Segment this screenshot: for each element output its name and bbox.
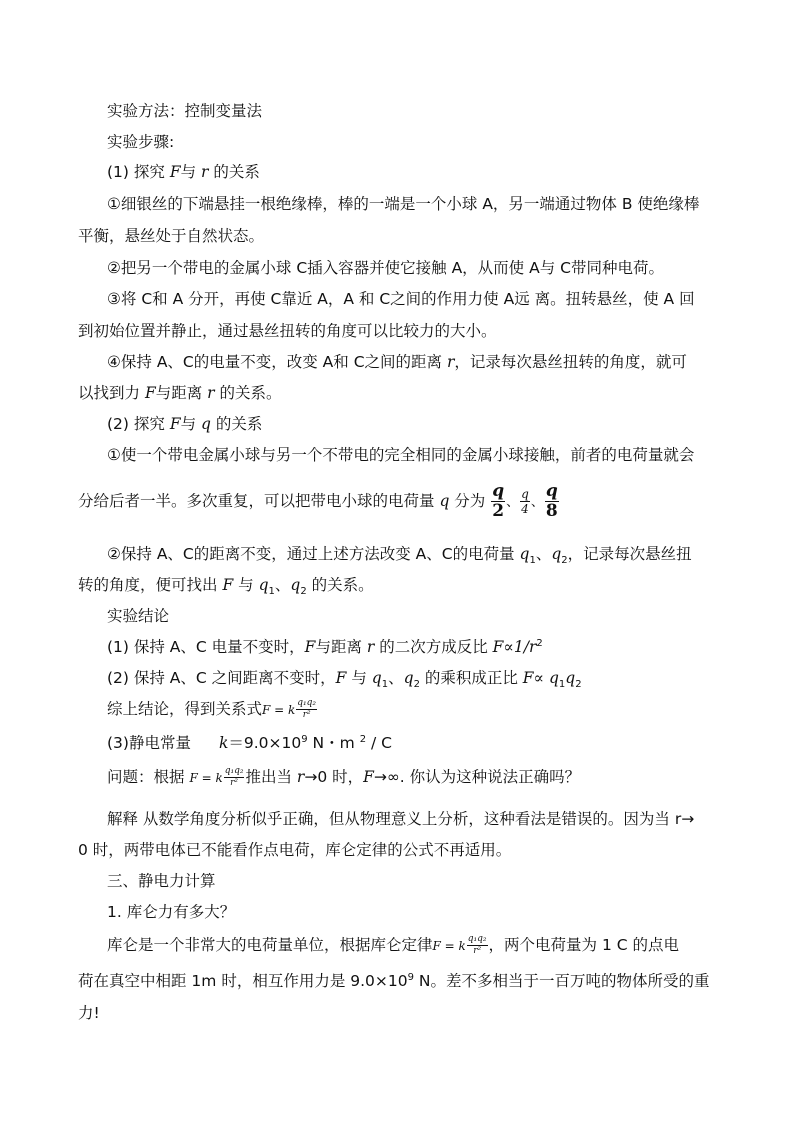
fraction-q-over-4: $\frac{q}{4}$: [521, 487, 529, 516]
part2-step1-line1: ①使一个带电金属小球与另一个不带电的完全相同的金属小球接触，前者的电荷量就会: [107, 446, 695, 464]
step3-line2: 到初始位置并静止，通过悬丝扭转的角度可以比较力的大小。: [78, 322, 497, 340]
step4-line2: 以找到力 F与距离 r 的关系。: [78, 384, 282, 402]
conclusion-2: (2) 保持 A、C 之间距离不变时，F 与 $q_1$、$q_2$ 的乘积成正比 $F\propto q_1q_2$: [107, 669, 582, 691]
question: 问题：根据 F = k $\frac{\text{q₁q₂}}{\text{r²}}$ 推出当 r→0 时，F→∞. 你认为这种说法正确吗？: [107, 766, 581, 788]
step3-line1: ③将 C和 A 分开，再使 C靠近 A，A 和 C之间的作用力使 A远 离。扭转悬丝，使 A 回: [107, 290, 695, 308]
section-3-title: 三、静电力计算: [107, 872, 216, 890]
part2-step1-line2: 分给后者一半。多次重复，可以把带电小球的电荷量 q 分为 $\frac{q}{2}$ 、 $\frac{q}{4}$ 、 $\frac{q}{8}$: [78, 481, 558, 521]
conclusion-title: 实验结论: [107, 607, 170, 625]
step1-line1: ①细银丝的下端悬挂一根绝缘棒，棒的一端是一个小球 A，另一端通过物体 B 使绝缘棒: [107, 195, 700, 213]
part1-title: (1) 探究 F与 r 的关系: [107, 163, 260, 181]
heading-method: 实验方法：控制变量法: [107, 102, 263, 120]
fraction-q1q2-over-r2: $\frac{\text{q₁q₂}}{\text{r²}}$: [467, 934, 487, 956]
summary-formula: 综上结论，得到关系式F = k $\frac{\text{q₁q₂}}{\text{r²}}$: [107, 698, 317, 720]
answer-line2: 0 时，两带电体已不能看作点电荷，库仑定律的公式不再适用。: [78, 841, 512, 859]
electrostatic-constant: (3)静电常量 $k=9.0\times 10^9$ N・m $^2$ / C: [107, 733, 392, 752]
part2-step2-line1: ②保持 A、C的距离不变，通过上述方法改变 A、C的电荷量 $q_1$、$q_2$，记录每次悬丝扭: [107, 545, 692, 567]
answer-line1: 解释 从数学角度分析似乎正确，但从物理意义上分析，这种看法是错误的。因为当 r→: [107, 810, 695, 828]
step1-line2: 平衡，悬丝处于自然状态。: [78, 227, 265, 245]
conclusion-1: (1) 保持 A、C 电量不变时，F与距离 r 的二次方成反比 $F\propto 1/r^2$: [107, 637, 543, 656]
coulomb-line1: 库仑是一个非常大的电荷量单位，根据库仑定律F = k $\frac{\text{q₁q₂}}{\text{r²}}$ ，两个电荷量为 1 C 的点电: [107, 934, 680, 956]
coulomb-line2: 荷在真空中相距 1m 时，相互作用力是 $9.0\times 10^9$ N。差不多相当于一百万吨的物体所受的重: [78, 971, 710, 990]
fraction-q1q2-over-r2: $\frac{\text{q₁q₂}}{\text{r²}}$: [224, 766, 244, 788]
fraction-q-over-2: $\frac{q}{2}$: [492, 481, 505, 521]
coulomb-line3: 力!: [78, 1004, 100, 1022]
step4-line1: ④保持 A、C的电量不变，改变 A和 C之间的距离 r，记录每次悬丝扭转的角度，就可: [107, 353, 687, 371]
step2-line1: ②把另一个带电的金属小球 C插入容器并使它接触 A，从而使 A与 C带同种电荷。: [107, 259, 664, 277]
heading-steps: 实验步骤:: [107, 133, 175, 151]
part2-title: (2) 探究 F与 q 的关系: [107, 415, 263, 433]
fraction-q-over-8: $\frac{q}{8}$: [545, 481, 558, 521]
fraction-q1q2-over-r2: $\frac{\text{q₁q₂}}{\text{r²}}$: [297, 698, 317, 720]
subsection-1-title: 1. 库仑力有多大？: [107, 903, 236, 921]
part2-step2-line2: 转的角度，便可找出 F 与 $q_1$、$q_2$ 的关系。: [78, 576, 374, 598]
